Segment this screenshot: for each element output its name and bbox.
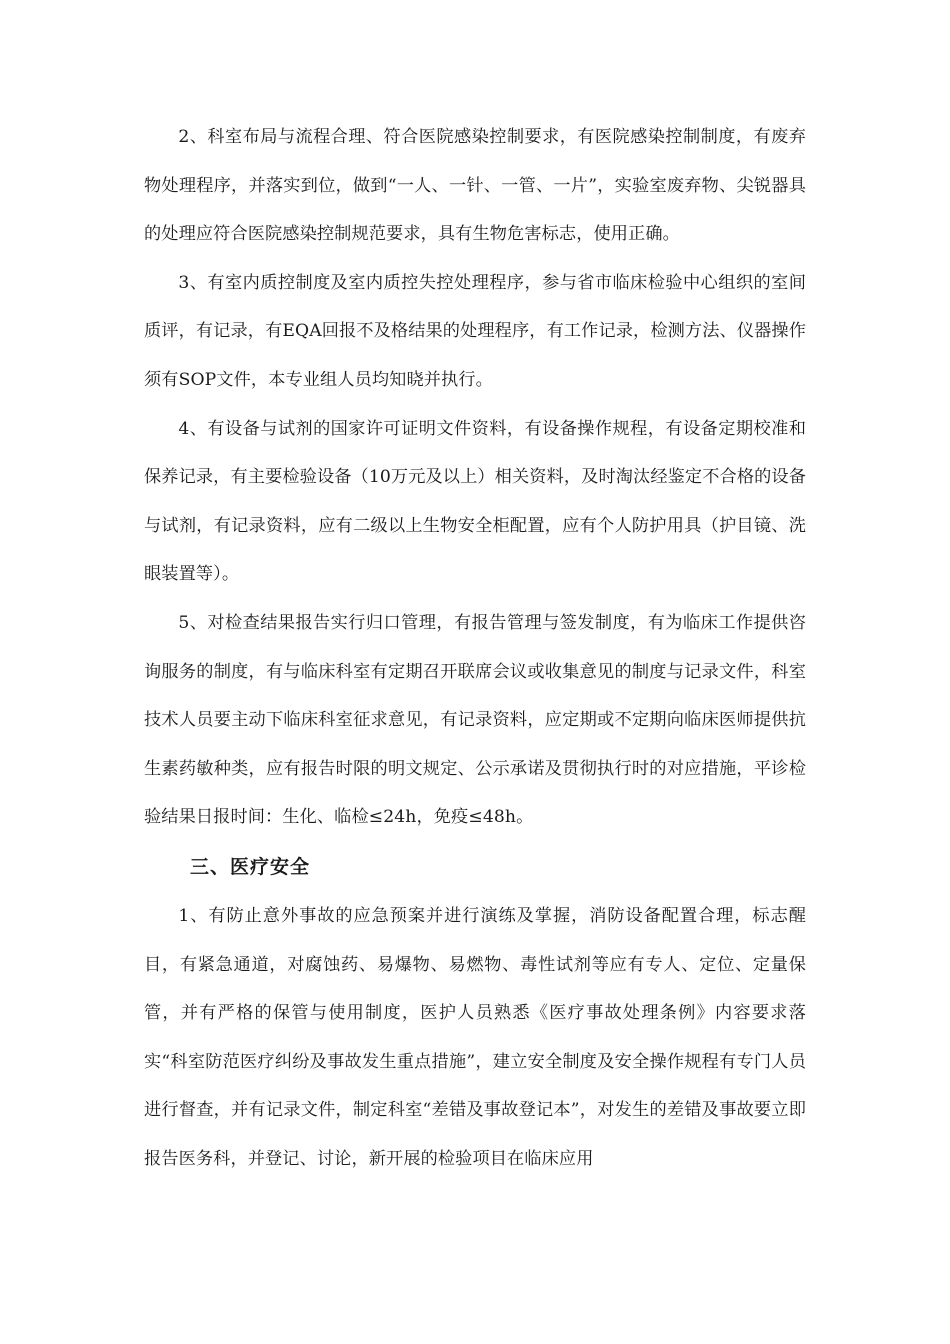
paragraph-item-5: 5、对检查结果报告实行归口管理，有报告管理与签发制度，有为临床工作提供咨询服务的制度，有与临床科室有定期召开联席会议或收集意见的制度与记录文件，科室技术人员要主动下临床科室征求意见，有记录资料，应定期或不定期向临床医师提供抗生素药敏种类，应有报告时限的明文规定、公示承诺及贯彻执行时的对应措施，平诊检验结果日报时间：生化、临检≤24h，免疫≤48h。 <box>144 612 806 828</box>
paragraph-item-4: 4、有设备与试剂的国家许可证明文件资料，有设备操作规程，有设备定期校准和保养记录，有主要检验设备（10万元及以上）相关资料，及时淘汰经鉴定不合格的设备与试剂，有记录资料，应有二级以上生物安全柜配置，应有个人防护用具（护目镜、洗眼装置等）。 <box>144 418 806 585</box>
document-page <box>144 113 806 1183</box>
section-paragraph-item-1: 1、有防止意外事故的应急预案并进行演练及掌握，消防设备配置合理，标志醒目，有紧急通道，对腐蚀药、易爆物、易燃物、毒性试剂等应有专人、定位、定量保管，并有严格的保管与使用制度，医护人员熟悉《医疗事故处理条例》内容要求落实“科室防范医疗纠纷及事故发生重点措施”，建立安全制度及安全操作规程有专门人员进行督查，并有记录文件，制定科室“差错及事故登记本”，对发生的差错及事故要立即报告医务科，并登记、讨论，新开展的检验项目在临床应用 <box>144 905 806 1169</box>
paragraph-item-2: 2、科室布局与流程合理、符合医院感染控制要求，有医院感染控制制度，有废弃物处理程序，并落实到位，做到“一人、一针、一管、一片”，实验室废弃物、尖锐器具的处理应符合医院感染控制规范要求，具有生物危害标志，使用正确。 <box>144 127 806 245</box>
paragraph-item-3: 3、有室内质控制度及室内质控失控处理程序，参与省市临床检验中心组织的室间质评，有记录，有EQA回报不及格结果的处理程序，有工作记录，检测方法、仪器操作须有SOP文件，本专业组人员均知晓并执行。 <box>144 272 806 390</box>
section-heading-medical-safety: 三、医疗安全 <box>190 855 311 878</box>
